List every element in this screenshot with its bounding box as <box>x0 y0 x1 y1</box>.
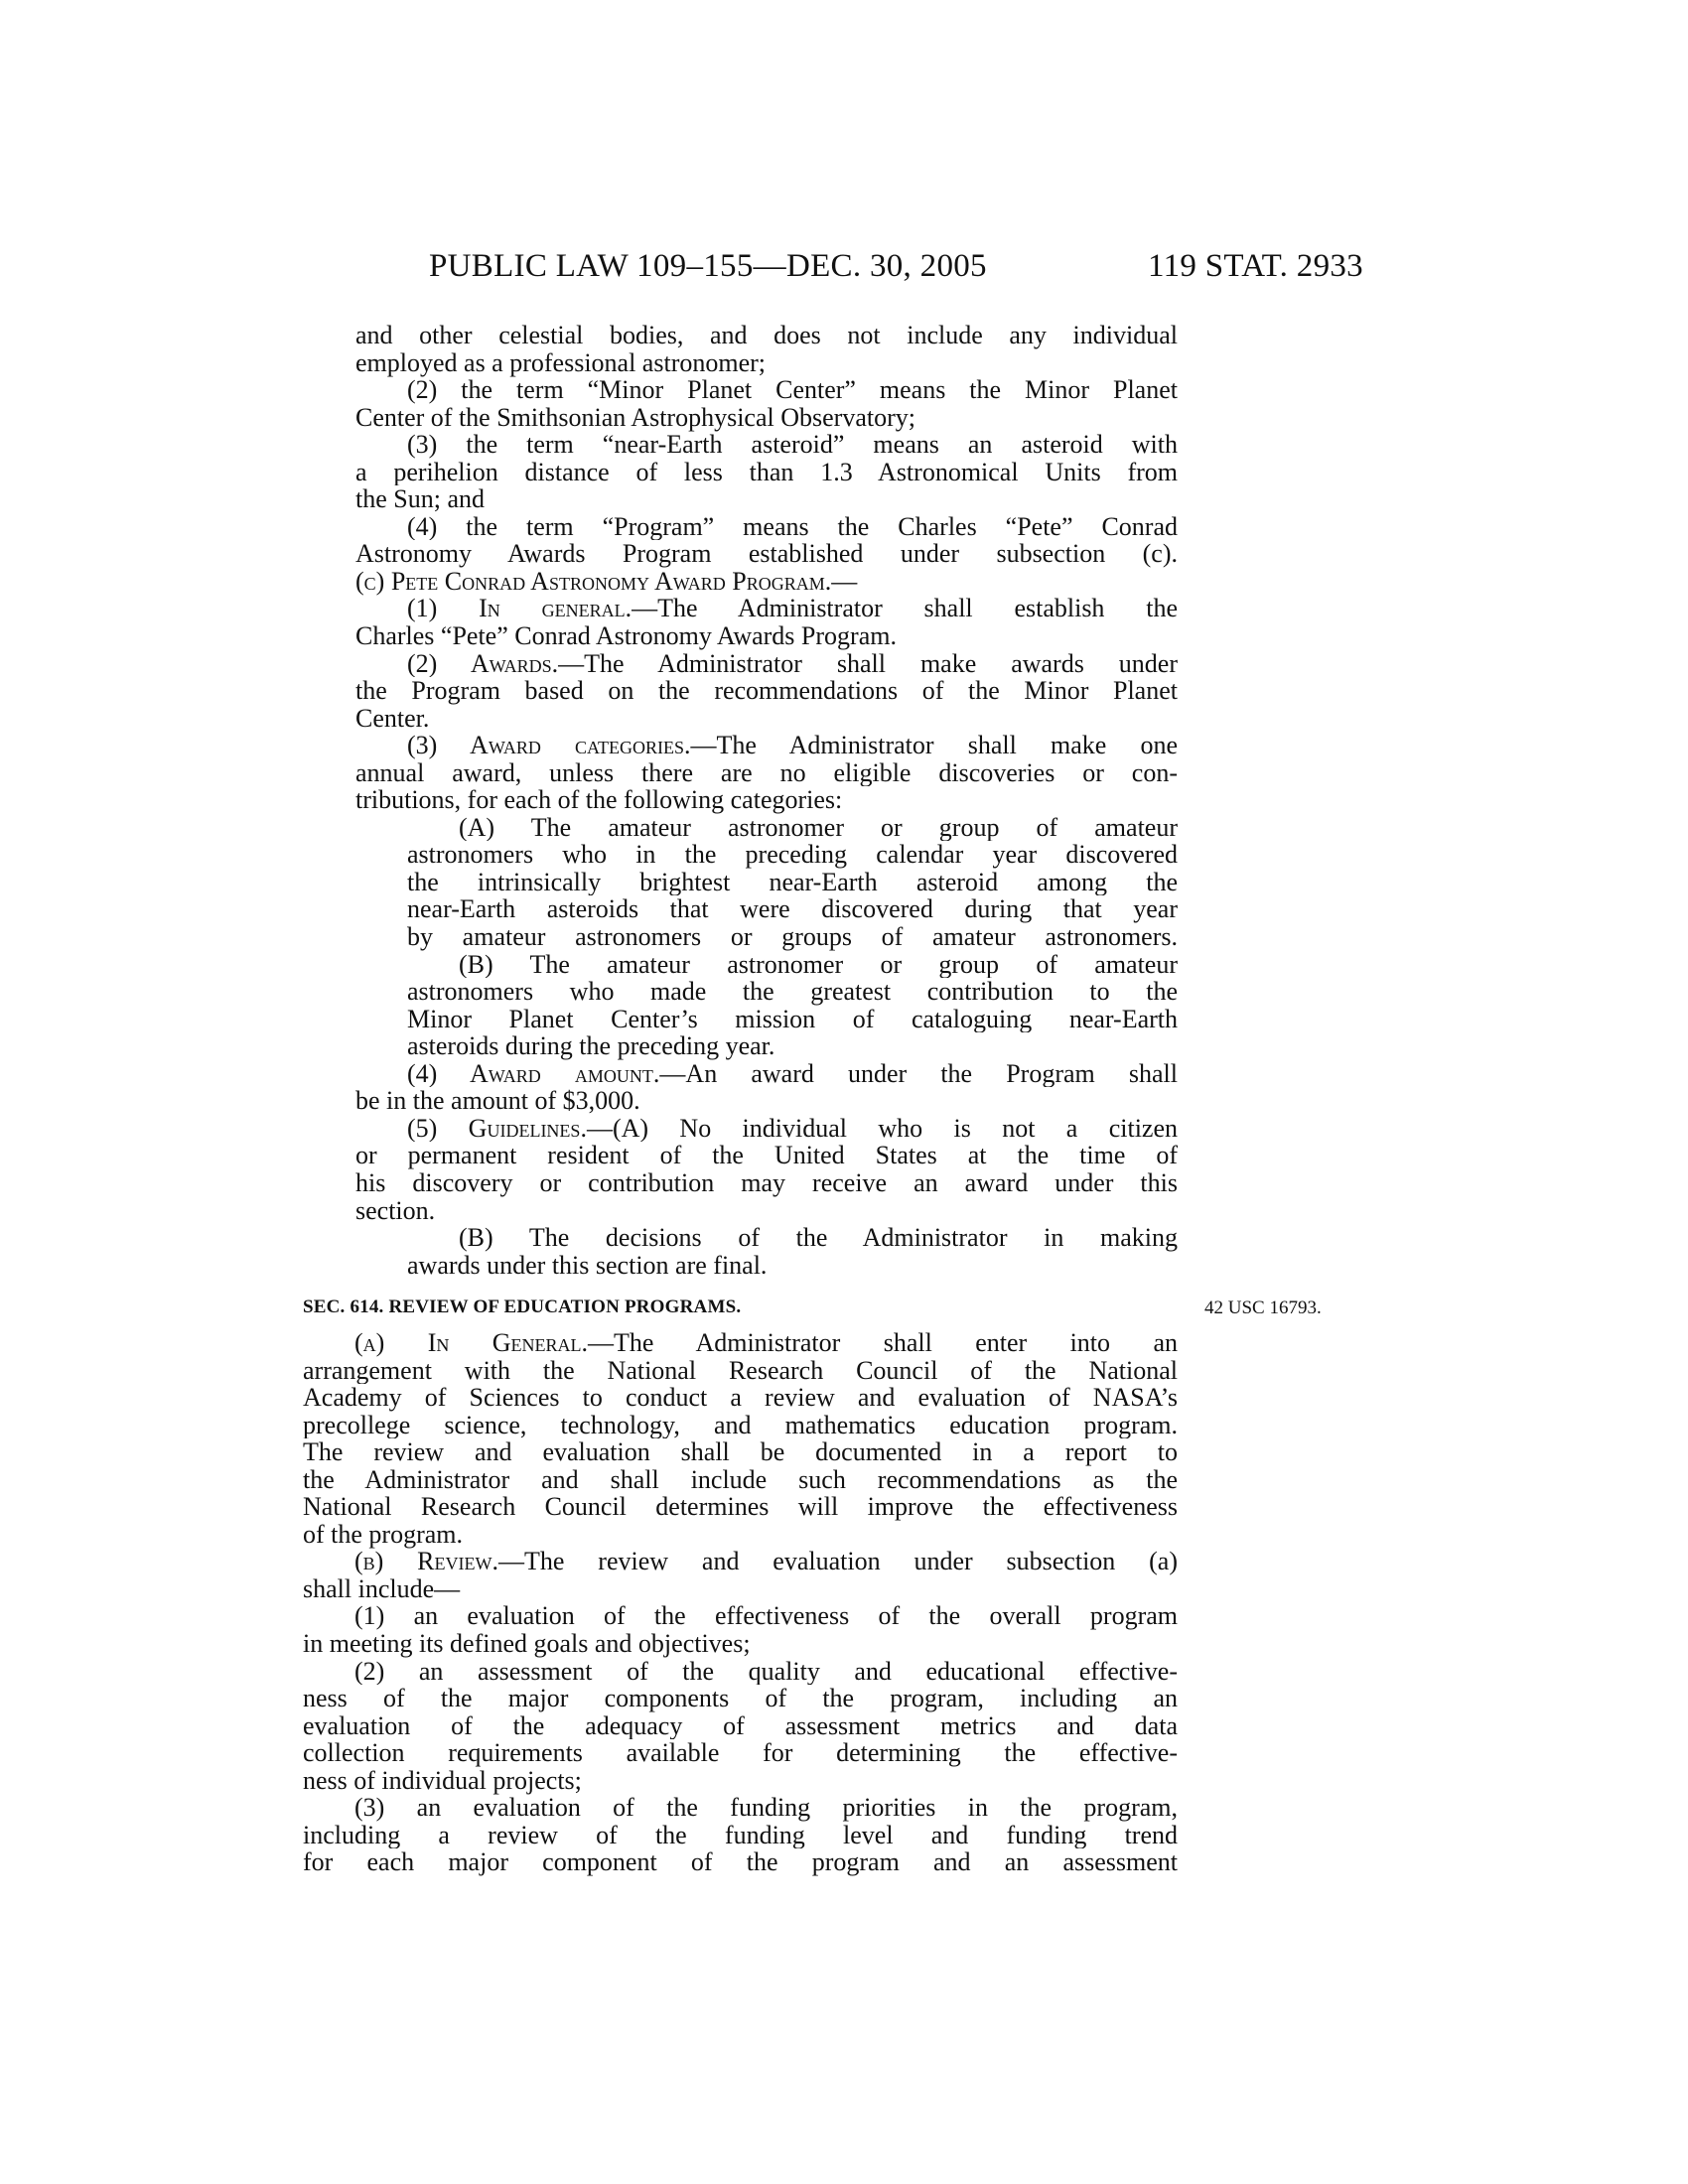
line-text: Astronomy Awards Program established under subsection (c). <box>355 540 1178 568</box>
text-line <box>355 895 1178 923</box>
running-header-title: PUBLIC LAW 109–155—DEC. 30, 2005 <box>429 248 987 284</box>
text-line <box>355 732 1178 759</box>
text-line <box>303 1466 1178 1494</box>
text-line <box>303 1848 1178 1876</box>
text-line <box>355 1032 1178 1060</box>
text-line <box>355 431 1178 459</box>
text-line <box>355 923 1178 951</box>
line-text: Academy of Sciences to conduct a review and evaluation of NASA’s <box>303 1384 1178 1412</box>
line-text: (A) The amateur astronomer or group of amateur <box>459 813 1178 842</box>
text-line <box>355 677 1178 705</box>
text-line <box>355 459 1178 486</box>
line-text: of the program. <box>303 1519 464 1549</box>
line-text: the intrinsically brightest near-Earth asteroid among the <box>407 868 1178 896</box>
text-line <box>355 1252 1178 1280</box>
line-text: —The Administrator shall make awards under <box>558 649 1178 678</box>
text-line <box>303 1412 1178 1439</box>
text-line <box>355 485 1178 513</box>
line-text: —An award under the Program shall <box>659 1059 1178 1088</box>
text-line <box>303 1822 1178 1849</box>
line-text: —The Administrator shall establish the <box>632 595 1178 623</box>
line-text: —The review and evaluation under subsection (a) <box>498 1548 1178 1575</box>
text-line <box>355 705 1178 733</box>
line-text: shall include— <box>303 1573 461 1603</box>
text-line <box>355 322 1178 349</box>
line-text: precollege science, technology, and mathematics education program. <box>303 1411 1178 1439</box>
line-text: asteroids during the preceding year. <box>407 1031 775 1061</box>
subsection-caption: (3) Award categories. <box>407 732 691 759</box>
line-text: —The Administrator shall make one <box>690 732 1178 759</box>
text-line <box>303 1630 1178 1658</box>
line-text: tributions, for each of the following categories: <box>355 785 843 815</box>
text-line <box>303 1739 1178 1767</box>
line-text: Charles “Pete” Conrad Astronomy Awards Program. <box>355 621 897 651</box>
text-line <box>355 1142 1178 1169</box>
line-text: (2) an assessment of the quality and educational effective- <box>354 1657 1178 1686</box>
line-text: annual award, unless there are no eligible discoveries or con- <box>355 758 1178 787</box>
subsection-caption: (2) Awards. <box>407 649 559 678</box>
line-text: be in the amount of $3,000. <box>355 1086 640 1116</box>
line-text: —The Administrator shall enter into an <box>588 1329 1178 1357</box>
line-text: the Sun; and <box>355 484 485 514</box>
text-line <box>355 1224 1178 1252</box>
text-line <box>303 1438 1178 1466</box>
text-line <box>355 540 1178 568</box>
text-line <box>303 1794 1178 1822</box>
body-text-block-1 <box>355 322 1178 1279</box>
subsection-caption: (b) Review. <box>354 1548 499 1575</box>
subsection-caption: (a) In General. <box>354 1329 589 1357</box>
line-text: —(A) No individual who is not a citizen <box>586 1114 1178 1143</box>
text-line <box>303 1712 1178 1740</box>
line-text: Center of the Smithsonian Astrophysical Observatory; <box>355 402 915 432</box>
line-text: in meeting its defined goals and objectives; <box>303 1629 751 1659</box>
text-line <box>355 595 1178 622</box>
text-line <box>303 1685 1178 1712</box>
line-text: by amateur astronomers or groups of amateur astronomers. <box>407 923 1178 951</box>
line-text: (B) The decisions of the Administrator in making <box>459 1224 1178 1252</box>
statute-page-number: 119 STAT. 2933 <box>1148 248 1363 284</box>
subsection-caption: (4) Award amount. <box>407 1059 660 1088</box>
text-line <box>303 1493 1178 1521</box>
line-text: (4) the term “Program” means the Charles “Pete” Conrad <box>407 512 1178 541</box>
line-text: ness of individual projects; <box>303 1765 582 1795</box>
text-line <box>303 1357 1178 1385</box>
text-line <box>355 841 1178 869</box>
text-line <box>355 1115 1178 1143</box>
subsection-caption: (1) In general. <box>407 595 633 623</box>
text-line <box>355 786 1178 814</box>
line-text: arrangement with the National Research Council of the National <box>303 1356 1178 1385</box>
text-line <box>355 951 1178 979</box>
line-text: (3) the term “near-Earth asteroid” means an asteroid with <box>407 431 1178 459</box>
text-line <box>355 650 1178 678</box>
text-line <box>355 404 1178 432</box>
line-text: the Administrator and shall include such recommendations as the <box>303 1465 1178 1494</box>
text-line <box>355 349 1178 377</box>
text-line <box>355 1197 1178 1225</box>
line-text: section. <box>355 1195 436 1225</box>
text-line <box>303 1384 1178 1412</box>
line-text: astronomers who made the greatest contribution to the <box>407 978 1178 1006</box>
section-heading: SEC. 614. REVIEW OF EDUCATION PROGRAMS. <box>303 1297 742 1317</box>
line-text: astronomers who in the preceding calendar year discovered <box>407 841 1178 869</box>
text-line <box>355 759 1178 787</box>
subsection-caption: (c) Pete Conrad Astronomy Award Program.— <box>355 566 858 596</box>
text-line <box>303 1521 1178 1549</box>
line-text: or permanent resident of the United States at the time of <box>355 1142 1178 1169</box>
text-line <box>355 1087 1178 1115</box>
line-text: near-Earth asteroids that were discovered during that year <box>407 895 1178 924</box>
line-text: awards under this section are final. <box>407 1250 768 1280</box>
text-line <box>355 1169 1178 1197</box>
subsection-caption: (5) Guidelines. <box>407 1114 587 1143</box>
line-text: (2) the term “Minor Planet Center” means the Minor Planet <box>407 376 1178 404</box>
line-text: ness of the major components of the program, including an <box>303 1685 1178 1712</box>
text-line <box>355 978 1178 1006</box>
line-text: Center. <box>355 703 430 733</box>
text-line <box>355 1060 1178 1088</box>
line-text: collection requirements available for determining the effective- <box>303 1739 1178 1767</box>
text-line <box>355 376 1178 404</box>
text-line <box>355 513 1178 541</box>
line-text: Minor Planet Center’s mission of cataloguing near-Earth <box>407 1005 1178 1033</box>
line-text: including a review of the funding level and funding trend <box>303 1821 1178 1849</box>
line-text: for each major component of the program and an assessment <box>303 1848 1178 1876</box>
text-line <box>303 1548 1178 1575</box>
text-line <box>303 1658 1178 1686</box>
text-line <box>303 1329 1178 1357</box>
text-line <box>355 622 1178 650</box>
line-text: (B) The amateur astronomer or group of amateur <box>459 950 1178 979</box>
text-line <box>303 1602 1178 1630</box>
text-line <box>355 1006 1178 1033</box>
line-text: evaluation of the adequacy of assessment metrics and data <box>303 1711 1178 1740</box>
text-line <box>355 568 1178 596</box>
line-text: his discovery or contribution may receive an award under this <box>355 1168 1178 1197</box>
text-line <box>303 1575 1178 1603</box>
line-text: a perihelion distance of less than 1.3 Astronomical Units from <box>355 458 1178 486</box>
line-text: the Program based on the recommendations of the Minor Planet <box>355 677 1178 705</box>
margin-citation: 42 USC 16793. <box>1204 1297 1322 1318</box>
line-text: employed as a professional astronomer; <box>355 347 766 377</box>
line-text: and other celestial bodies, and does not include any individual <box>355 322 1178 349</box>
line-text: National Research Council determines will improve the effectiveness <box>303 1493 1178 1521</box>
line-text: (1) an evaluation of the effectiveness of the overall program <box>354 1602 1178 1631</box>
body-text-block-2 <box>303 1329 1178 1876</box>
text-line <box>355 869 1178 896</box>
text-line <box>355 814 1178 842</box>
text-line <box>303 1767 1178 1795</box>
line-text: The review and evaluation shall be documented in a report to <box>303 1438 1178 1466</box>
line-text: (3) an evaluation of the funding priorities in the program, <box>354 1794 1178 1822</box>
